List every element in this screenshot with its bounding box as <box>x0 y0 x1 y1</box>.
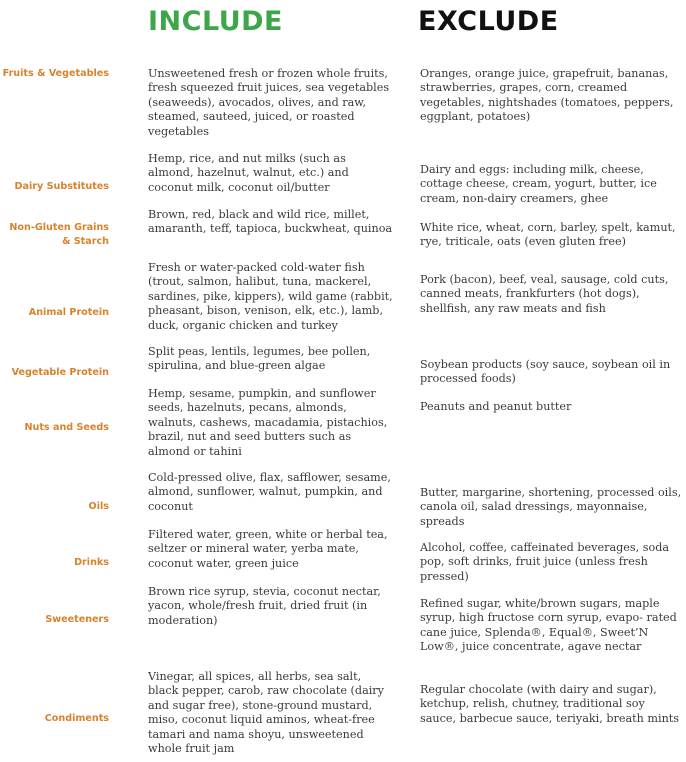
include-text: Fresh or water-packed cold-water fish (trout, salmon, halibut, tuna, mackerel, sardines, pike, kippers), wild game (rabbit, pheasant, bison, venison, elk, etc.), lamb, duck, organic chicken and turkey <box>148 261 393 332</box>
exclude-text: Butter, margarine, shortening, processed oils, canola oil, salad dressings, mayonnaise, spreads <box>420 486 682 528</box>
include-text: Cold-pressed olive, flax, safflower, sesame, almond, sunflower, walnut, pumpkin, and coconut <box>148 471 391 513</box>
exclude-text: Pork (bacon), beef, veal, sausage, cold cuts, canned meats, frankfurters (hot dogs), shellfish, any raw meats and fish <box>420 273 669 315</box>
include-text: Filtered water, green, white or herbal tea, seltzer or mineral water, yerba mate, coconut water, green juice <box>148 528 388 570</box>
category-label: Sweeteners <box>45 614 109 625</box>
include-text: Vinegar, all spices, all herbs, sea salt, black pepper, carob, raw chocolate (dairy and sugar free), stone-ground mustard, miso, coconut liquid aminos, wheat-free tamari and nama shoyu, unsweetened whole fruit jam <box>148 670 384 756</box>
include-text: Brown, red, black and wild rice, millet, amaranth, teff, tapioca, buckwheat, quinoa <box>148 208 393 236</box>
include-text: Brown rice syrup, stevia, coconut nectar, yacon, whole/fresh fruit, dried fruit (in moderation) <box>148 585 381 627</box>
category-label: Condiments <box>44 713 109 724</box>
category-label: Drinks <box>74 557 109 568</box>
exclude-header: EXCLUDE <box>418 6 559 37</box>
include-text: Unsweetened fresh or frozen whole fruits, fresh squeezed fruit juices, sea vegetables (seaweeds), avocados, olives, and raw, steamed, sauteed, juiced, or roasted vegetables <box>148 67 390 138</box>
category-label: Nuts and Seeds <box>24 422 109 433</box>
exclude-text: Refined sugar, white/brown sugars, maple syrup, high fructose corn syrup, evapo- rated cane juice, Splenda®, Equal®, Sweet’N Low®, juice concentrate, agave nectar <box>420 597 677 654</box>
include-text: Hemp, sesame, pumpkin, and sunflower seeds, hazelnuts, pecans, almonds, walnuts, cashews, macadamia, pistachios, brazil, nut and seed butters such as almond or tahini <box>148 387 388 458</box>
exclude-text: Alcohol, coffee, caffeinated beverages, soda pop, soft drinks, fruit juice (unless fresh pressed) <box>420 541 670 583</box>
exclude-text: Regular chocolate (with dairy and sugar), ketchup, relish, chutney, traditional soy sauce, barbecue sauce, teriyaki, breath mints <box>420 683 680 725</box>
category-label: Animal Protein <box>28 307 109 318</box>
category-label: Vegetable Protein <box>11 367 109 378</box>
include-text: Hemp, rice, and nut milks (such as almond, hazelnut, walnut, etc.) and coconut milk, coconut oil/butter <box>148 152 349 194</box>
exclude-text: Peanuts and peanut butter <box>420 400 572 413</box>
category-label: Oils <box>88 501 109 512</box>
category-label: Non-Gluten Grains & Starch <box>9 222 109 247</box>
include-header: INCLUDE <box>148 6 283 37</box>
exclude-text: White rice, wheat, corn, barley, spelt, kamut, rye, triticale, oats (even gluten free) <box>420 221 676 249</box>
exclude-text: Soybean products (soy sauce, soybean oil in processed foods) <box>420 358 671 386</box>
category-label: Fruits & Vegetables <box>2 68 109 79</box>
category-label: Dairy Substitutes <box>14 181 109 192</box>
exclude-text: Oranges, orange juice, grapefruit, bananas, strawberries, grapes, corn, creamed vegetables, nightshades (tomatoes, peppers, eggplant, potatoes) <box>420 67 674 124</box>
include-text: Split peas, lentils, legumes, bee pollen, spirulina, and blue-green algae <box>148 345 371 373</box>
exclude-text: Dairy and eggs: including milk, cheese, cottage cheese, cream, yogurt, butter, ice cream, non-dairy creamers, ghee <box>420 163 657 205</box>
